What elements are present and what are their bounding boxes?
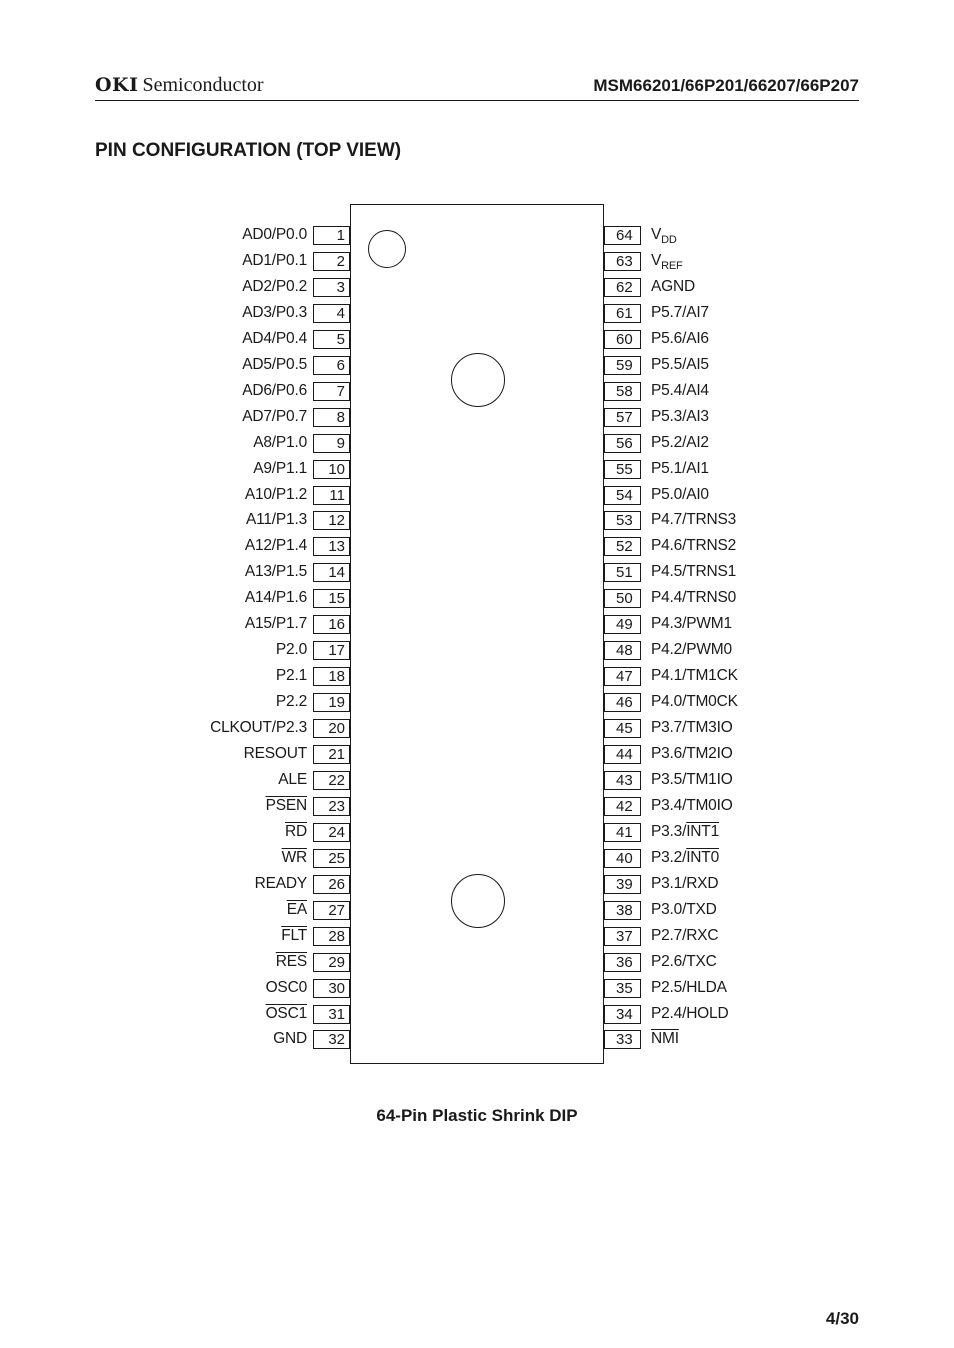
signal-name: P5.0/AI0 bbox=[651, 486, 709, 503]
signal-name: P4.7/TRNS3 bbox=[651, 511, 737, 528]
signal-name: P2.5/HLDA bbox=[651, 979, 727, 996]
pin-number-6: 6 bbox=[313, 356, 350, 375]
signal-name: V bbox=[651, 252, 662, 269]
pin-label-49 bbox=[651, 614, 732, 633]
active-low-signal: $\overline{FLT}$ bbox=[281, 927, 307, 944]
signal-name: AD3/P0.3 bbox=[242, 304, 307, 321]
signal-name: AD1/P0.1 bbox=[242, 252, 307, 269]
pin-label-32 bbox=[273, 1029, 307, 1048]
pin-number-27: 27 bbox=[313, 901, 350, 920]
pin-label-62 bbox=[651, 277, 695, 296]
pin-label-13 bbox=[245, 536, 307, 555]
signal-name: GND bbox=[273, 1030, 307, 1047]
signal-name: AD0/P0.0 bbox=[242, 226, 307, 243]
pin-label-1 bbox=[242, 225, 307, 244]
pin-number-52: 52 bbox=[604, 537, 641, 556]
pin-label-35 bbox=[651, 978, 727, 997]
signal-name: A8/P1.0 bbox=[253, 434, 307, 451]
active-low-signal: $\overline{RD}$ bbox=[285, 823, 307, 840]
signal-name: ALE bbox=[278, 771, 307, 788]
pin-number-18: 18 bbox=[313, 667, 350, 686]
pin-number-8: 8 bbox=[313, 408, 350, 427]
pin-label-8 bbox=[242, 407, 307, 426]
signal-name: P5.2/AI2 bbox=[651, 434, 709, 451]
header-brand bbox=[95, 74, 264, 97]
pin-number-41: 41 bbox=[604, 823, 641, 842]
pin-number-7: 7 bbox=[313, 382, 350, 401]
pin-label-21 bbox=[244, 744, 307, 763]
pin-label-14 bbox=[245, 562, 307, 581]
pin-label-26 bbox=[255, 874, 307, 893]
pin-number-17: 17 bbox=[313, 641, 350, 660]
pin-number-24: 24 bbox=[313, 823, 350, 842]
signal-name: P3.0/TXD bbox=[651, 901, 717, 918]
signal-name: AD5/P0.5 bbox=[242, 356, 307, 373]
signal-name: A10/P1.2 bbox=[244, 486, 307, 503]
pin-number-45: 45 bbox=[604, 719, 641, 738]
pin-label-11 bbox=[245, 485, 307, 504]
pin-label-27 bbox=[287, 900, 307, 919]
ejector-pin-mark-top bbox=[451, 353, 505, 407]
signal-name: READY bbox=[254, 875, 307, 892]
pin-label-37 bbox=[651, 926, 718, 945]
pin-label-52 bbox=[651, 536, 736, 555]
pin-label-61 bbox=[651, 303, 709, 322]
signal-name: CLKOUT/P2.3 bbox=[210, 719, 307, 736]
signal-name: P4.6/TRNS2 bbox=[651, 537, 737, 554]
pin-label-19 bbox=[276, 692, 307, 711]
signal-name: A15/P1.7 bbox=[244, 615, 307, 632]
signal-name: P5.3/AI3 bbox=[651, 408, 709, 425]
pin-number-64: 64 bbox=[604, 226, 641, 245]
signal-name: AD6/P0.6 bbox=[242, 382, 307, 399]
signal-name: P4.1/TM1CK bbox=[651, 667, 738, 684]
part-number: MSM66201/66P201/66207/66P207 bbox=[593, 76, 859, 95]
pin-number-36: 36 bbox=[604, 953, 641, 972]
signal-subscript: DD bbox=[661, 234, 677, 246]
pin-label-5 bbox=[242, 329, 307, 348]
pin-number-29: 29 bbox=[313, 953, 350, 972]
pin-number-37: 37 bbox=[604, 927, 641, 946]
pin-label-53 bbox=[651, 510, 736, 529]
pin-number-31: 31 bbox=[313, 1005, 350, 1024]
pin-number-42: 42 bbox=[604, 797, 641, 816]
active-low-signal: $\overline{WR}$ bbox=[281, 849, 307, 866]
active-low-signal: $\overline{NMI}$ bbox=[651, 1030, 679, 1047]
pin-number-20: 20 bbox=[313, 719, 350, 738]
pin-label-59 bbox=[651, 355, 709, 374]
active-low-signal: OSC1 bbox=[265, 1005, 307, 1022]
signal-name: P2.1 bbox=[275, 667, 307, 684]
signal-name: P5.7/AI7 bbox=[651, 304, 709, 321]
active-low-signal: INT0 bbox=[686, 849, 719, 866]
signal-name: P2.6/TXC bbox=[651, 953, 717, 970]
signal-name: RESOUT bbox=[243, 745, 307, 762]
pin-number-26: 26 bbox=[313, 875, 350, 894]
pin-number-34: 34 bbox=[604, 1005, 641, 1024]
pin-label-48 bbox=[651, 640, 732, 659]
pin-label-2 bbox=[242, 251, 307, 270]
package-caption: 64-Pin Plastic Shrink DIP bbox=[376, 1106, 578, 1125]
pin-label-33 bbox=[651, 1029, 679, 1048]
pin-number-3: 3 bbox=[313, 278, 350, 297]
pin-number-16: 16 bbox=[313, 615, 350, 634]
pin-label-36 bbox=[651, 952, 717, 971]
active-low-signal: PSEN bbox=[265, 797, 307, 814]
signal-name: P3.5/TM1IO bbox=[651, 771, 733, 788]
pin-number-51: 51 bbox=[604, 563, 641, 582]
ejector-pin-mark-bottom bbox=[451, 874, 505, 928]
signal-name: P3.6/TM2IO bbox=[651, 745, 733, 762]
pin-number-48: 48 bbox=[604, 641, 641, 660]
pin-number-59: 59 bbox=[604, 356, 641, 375]
signal-subscript: REF bbox=[661, 260, 683, 272]
pin-number-28: 28 bbox=[313, 927, 350, 946]
pin-label-44 bbox=[651, 744, 733, 763]
pin-label-6 bbox=[242, 355, 307, 374]
pin-number-11: 11 bbox=[313, 486, 350, 505]
pin-number-38: 38 bbox=[604, 901, 641, 920]
active-low-signal: $\overline{EA}$ bbox=[286, 901, 307, 918]
pin-number-4: 4 bbox=[313, 304, 350, 323]
pin-number-63: 63 bbox=[604, 252, 641, 271]
pin-label-43 bbox=[651, 770, 733, 789]
pin-number-14: 14 bbox=[313, 563, 350, 582]
signal-name: P4.3/PWM1 bbox=[651, 615, 732, 632]
pin-label-18 bbox=[276, 666, 307, 685]
signal-name: AD2/P0.2 bbox=[242, 278, 307, 295]
pin-label-45 bbox=[651, 718, 733, 737]
pin-number-61: 61 bbox=[604, 304, 641, 323]
signal-name: A9/P1.1 bbox=[253, 460, 307, 477]
pin-number-60: 60 bbox=[604, 330, 641, 349]
pin-label-22 bbox=[278, 770, 307, 789]
pin-label-60 bbox=[651, 329, 709, 348]
signal-name: P2.4/HOLD bbox=[651, 1005, 729, 1022]
pin-label-30 bbox=[266, 978, 307, 997]
pin-label-16 bbox=[245, 614, 307, 633]
pin-label-12 bbox=[246, 510, 307, 529]
pin-number-23: 23 bbox=[313, 797, 350, 816]
pin-number-5: 5 bbox=[313, 330, 350, 349]
pin-label-3 bbox=[242, 277, 307, 296]
pin-number-9: 9 bbox=[313, 434, 350, 453]
pin-number-39: 39 bbox=[604, 875, 641, 894]
signal-name: P4.5/TRNS1 bbox=[651, 563, 737, 580]
pin-number-12: 12 bbox=[313, 511, 350, 530]
pin1-index-mark bbox=[368, 230, 406, 268]
pin-number-56: 56 bbox=[604, 434, 641, 453]
signal-name: P4.0/TM0CK bbox=[651, 693, 738, 710]
pin-label-55 bbox=[651, 459, 709, 478]
oki-logo: OKI bbox=[95, 74, 139, 96]
signal-name: A12/P1.4 bbox=[244, 537, 307, 554]
pin-label-7 bbox=[242, 381, 307, 400]
signal-name: P4.4/TRNS0 bbox=[651, 589, 737, 606]
pin-number-35: 35 bbox=[604, 979, 641, 998]
pin-number-49: 49 bbox=[604, 615, 641, 634]
pin-label-47 bbox=[651, 666, 738, 685]
pin-number-21: 21 bbox=[313, 745, 350, 764]
pin-label-25 bbox=[282, 848, 307, 867]
pin-label-40 bbox=[651, 848, 719, 867]
pin-number-1: 1 bbox=[313, 226, 350, 245]
pin-label-9 bbox=[253, 433, 307, 452]
pin-label-51 bbox=[651, 562, 736, 581]
pin-label-58 bbox=[651, 381, 709, 400]
pin-label-4 bbox=[242, 303, 307, 322]
pin-number-50: 50 bbox=[604, 589, 641, 608]
signal-name: AD4/P0.4 bbox=[242, 330, 307, 347]
pin-number-32: 32 bbox=[313, 1030, 350, 1049]
pin-number-55: 55 bbox=[604, 460, 641, 479]
pin-label-56 bbox=[651, 433, 709, 452]
signal-name: P5.5/AI5 bbox=[651, 356, 709, 373]
signal-name: OSC0 bbox=[265, 979, 307, 996]
signal-name: P3.2/ bbox=[651, 849, 687, 866]
pin-label-24 bbox=[285, 822, 307, 841]
pin-number-22: 22 bbox=[313, 771, 350, 790]
signal-name: P4.2/PWM0 bbox=[651, 641, 732, 658]
pin-number-54: 54 bbox=[604, 486, 641, 505]
pin-number-43: 43 bbox=[604, 771, 641, 790]
pin-number-15: 15 bbox=[313, 589, 350, 608]
pin-label-39 bbox=[651, 874, 718, 893]
pin-label-41 bbox=[651, 822, 719, 841]
pin-label-28 bbox=[281, 926, 307, 945]
pin-number-40: 40 bbox=[604, 849, 641, 868]
signal-name: AD7/P0.7 bbox=[242, 408, 307, 425]
pin-label-57 bbox=[651, 407, 709, 426]
pin-label-17 bbox=[276, 640, 307, 659]
pin-number-2: 2 bbox=[313, 252, 350, 271]
signal-name: P3.4/TM0IO bbox=[651, 797, 733, 814]
active-low-signal: $\overline{RES}$ bbox=[275, 953, 307, 970]
pin-number-47: 47 bbox=[604, 667, 641, 686]
header-rule bbox=[95, 100, 859, 101]
signal-name: P2.2 bbox=[275, 693, 307, 710]
pin-number-58: 58 bbox=[604, 382, 641, 401]
signal-name: P3.3/ bbox=[651, 823, 687, 840]
signal-name: AGND bbox=[651, 278, 695, 295]
pin-label-34 bbox=[651, 1004, 728, 1023]
signal-name: P5.4/AI4 bbox=[651, 382, 709, 399]
pin-number-33: 33 bbox=[604, 1030, 641, 1049]
pin-label-29 bbox=[276, 952, 307, 971]
pin-number-13: 13 bbox=[313, 537, 350, 556]
brand-word: Semiconductor bbox=[142, 74, 264, 96]
signal-name: V bbox=[651, 226, 662, 243]
pin-number-53: 53 bbox=[604, 511, 641, 530]
pin-label-50 bbox=[651, 588, 736, 607]
pin-label-46 bbox=[651, 692, 738, 711]
pin-label-31 bbox=[266, 1004, 307, 1023]
signal-name: A11/P1.3 bbox=[245, 511, 307, 528]
page-number: 4/30 bbox=[825, 1309, 859, 1328]
signal-name: A14/P1.6 bbox=[244, 589, 307, 606]
pin-label-64 bbox=[651, 225, 677, 246]
pin-label-10 bbox=[253, 459, 307, 478]
pin-label-23 bbox=[266, 796, 307, 815]
signal-name: P2.0 bbox=[275, 641, 307, 658]
pin-label-54 bbox=[651, 485, 709, 504]
pin-number-62: 62 bbox=[604, 278, 641, 297]
section-title: PIN CONFIGURATION (TOP VIEW) bbox=[95, 140, 402, 161]
pin-number-19: 19 bbox=[313, 693, 350, 712]
signal-name: P3.1/RXD bbox=[651, 875, 719, 892]
pin-number-25: 25 bbox=[313, 849, 350, 868]
pin-number-10: 10 bbox=[313, 460, 350, 479]
pin-label-42 bbox=[651, 796, 733, 815]
signal-name: A13/P1.5 bbox=[244, 563, 307, 580]
pin-number-30: 30 bbox=[313, 979, 350, 998]
pin-number-46: 46 bbox=[604, 693, 641, 712]
pin-label-38 bbox=[651, 900, 717, 919]
pin-label-15 bbox=[245, 588, 307, 607]
signal-name: P5.1/AI1 bbox=[651, 460, 709, 477]
signal-name: P3.7/TM3IO bbox=[651, 719, 733, 736]
active-low-signal: INT1 bbox=[686, 823, 719, 840]
pin-number-57: 57 bbox=[604, 408, 641, 427]
pin-label-20 bbox=[210, 718, 307, 737]
chip-package-outline bbox=[350, 204, 604, 1064]
pin-label-63 bbox=[651, 251, 683, 272]
signal-name: P5.6/AI6 bbox=[651, 330, 709, 347]
signal-name: P2.7/RXC bbox=[651, 927, 719, 944]
pin-number-44: 44 bbox=[604, 745, 641, 764]
